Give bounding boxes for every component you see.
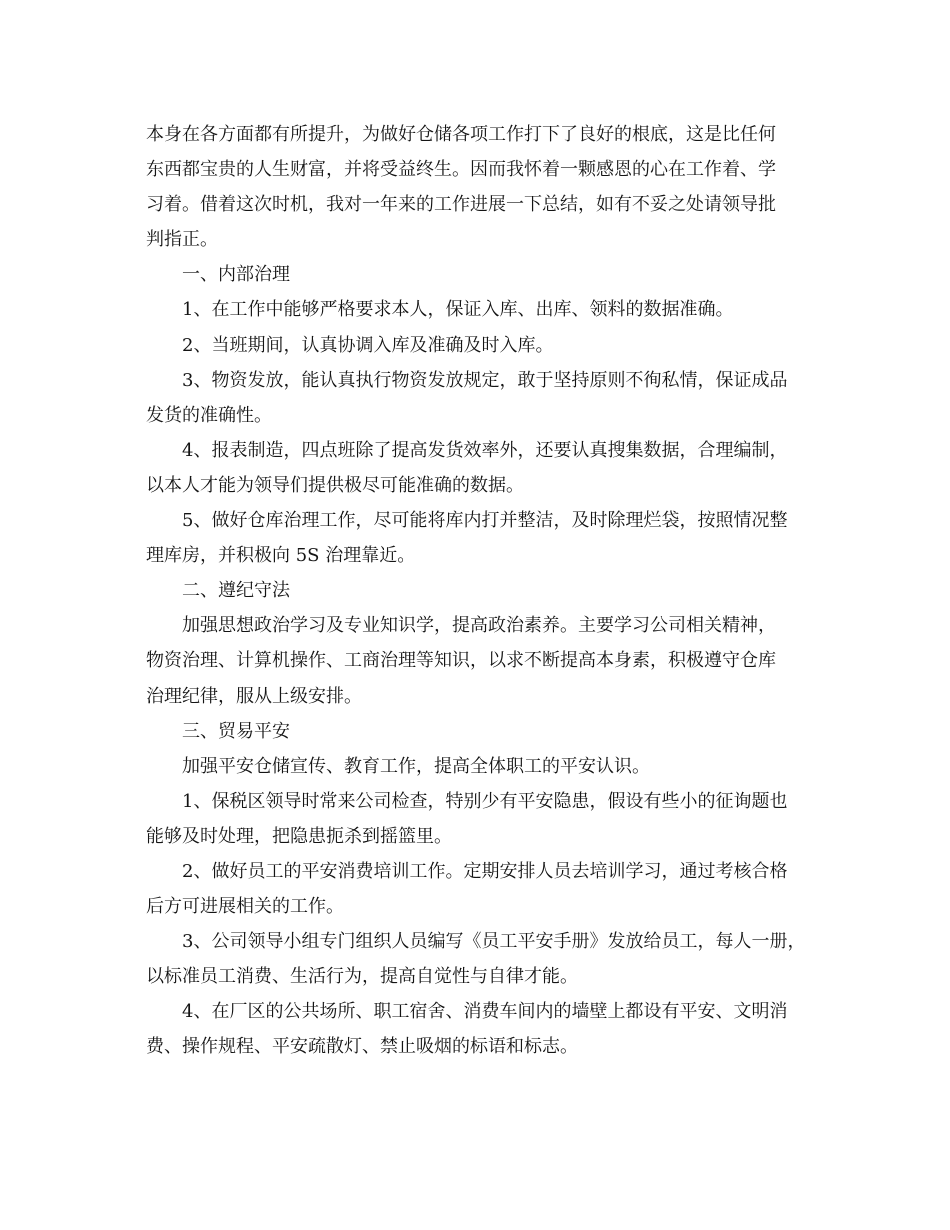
text-line: 能够及时处理，把隐患扼杀到摇篮里。 (146, 825, 452, 847)
text-line: 以本人才能为领导们提供极尽可能准确的数据。 (146, 474, 524, 496)
text-line: 发货的准确性。 (146, 404, 272, 426)
text-line: 4、在厂区的公共场所、职工宿舍、消费车间内的墙壁上都设有平安、文明消 (182, 1001, 788, 1023)
text-line: 加强思想政治学习及专业知识学，提高政治素养。主要学习公司相关精神， (182, 615, 776, 637)
text-line: 东西都宝贵的人生财富，并将受益终生。因而我怀着一颗感恩的心在工作着、学 (146, 159, 776, 181)
text-line: 习着。借着这次时机，我对一年来的工作进展一下总结，如有不妥之处请领导批 (146, 194, 776, 216)
text-line: 后方可进展相关的工作。 (146, 896, 344, 918)
text-line: 2、当班期间，认真协调入库及准确及时入库。 (182, 334, 554, 356)
text-line: 治理纪律，服从上级安排。 (146, 685, 362, 707)
text-line: 理库房，并积极向 5S 治理靠近。 (146, 545, 416, 567)
text-line: 判指正。 (146, 229, 218, 251)
text-line: 费、操作规程、平安疏散灯、禁止吸烟的标语和标志。 (146, 1036, 578, 1058)
document-body (146, 117, 818, 1065)
text-line: 物资治理、计算机操作、工商治理等知识，以求不断提高本身素，积极遵守仓库 (146, 650, 776, 672)
text-line: 1、在工作中能够严格要求本人，保证入库、出库、领料的数据准确。 (182, 299, 734, 321)
text-line: 以标准员工消费、生活行为，提高自觉性与自律才能。 (146, 966, 578, 988)
text-line: 加强平安仓储宣传、教育工作，提高全体职工的平安认识。 (182, 755, 650, 777)
text-line: 一、内部治理 (182, 264, 290, 286)
text-line: 3、物资发放，能认真执行物资发放规定，敢于坚持原则不徇私情，保证成品 (182, 369, 788, 391)
text-line: 5、做好仓库治理工作，尽可能将库内打并整洁，及时除理烂袋，按照情况整 (182, 510, 788, 532)
text-line: 3、公司领导小组专门组织人员编写《员工平安手册》发放给员工，每人一册， (182, 931, 806, 953)
text-line: 本身在各方面都有所提升，为做好仓储各项工作打下了良好的根底，这是比任何 (146, 124, 776, 145)
text-line: 三、贸易平安 (182, 720, 290, 742)
text-line: 1、保税区领导时常来公司检查，特别少有平安隐患，假设有些小的征询题也 (182, 790, 788, 812)
text-line: 4、报表制造，四点班除了提高发货效率外，还要认真搜集数据，合理编制， (182, 439, 788, 461)
text-line: 2、做好员工的平安消费培训工作。定期安排人员去培训学习，通过考核合格 (182, 860, 788, 882)
text-line: 二、遵纪守法 (182, 580, 290, 602)
